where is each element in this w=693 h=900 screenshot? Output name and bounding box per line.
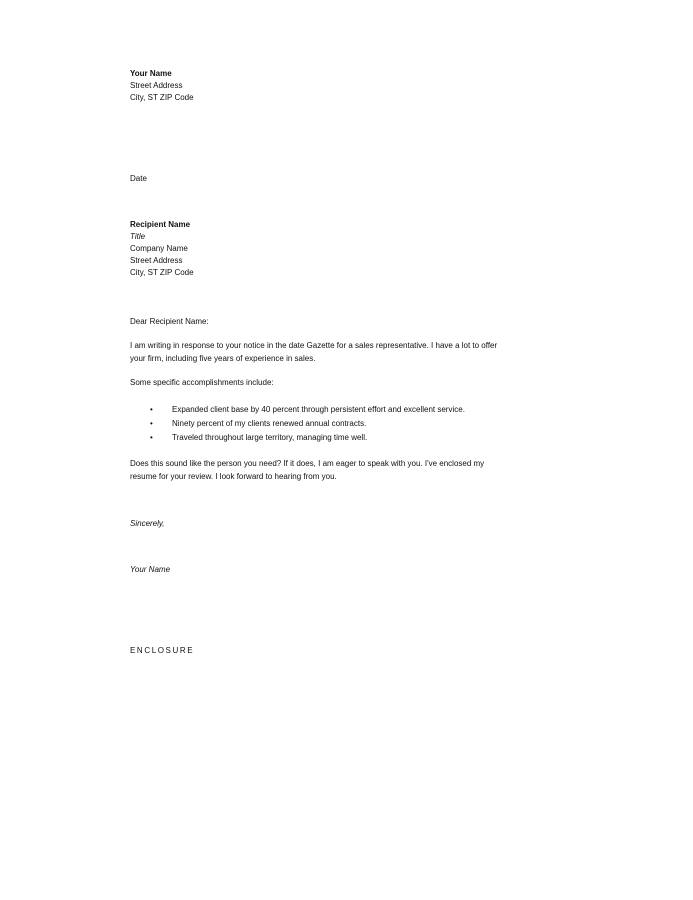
- sender-name: Your Name: [130, 69, 172, 78]
- body-paragraph-2: [130, 457, 570, 483]
- signature-name: Your Name: [130, 565, 171, 574]
- paragraph-1-line-2: your firm, including five years of experience in sales.: [130, 354, 316, 363]
- list-item: [130, 431, 570, 445]
- accomplishment-text: Traveled throughout large territory, managing time well.: [172, 433, 368, 442]
- accomplishments-list: [130, 403, 570, 445]
- sender-city: City, ST ZIP Code: [130, 93, 194, 102]
- accomplishments-intro: [130, 377, 570, 389]
- list-item: [130, 417, 570, 431]
- recipient-company: Company Name: [130, 244, 188, 253]
- letter-date: Date: [130, 174, 147, 183]
- date-block: [130, 173, 570, 185]
- recipient-title: Title: [130, 232, 146, 241]
- accomplishment-text: Expanded client base by 40 percent through persistent effort and excellent service.: [172, 405, 465, 414]
- enclosure: [130, 645, 570, 657]
- salutation: [130, 316, 570, 328]
- paragraph-2-line-2: resume for your review. I look forward to hearing from you.: [130, 472, 337, 481]
- accomplishment-text: Ninety percent of my clients renewed annual contracts.: [172, 419, 367, 428]
- bullet-icon: •: [150, 419, 153, 428]
- signature: [130, 564, 570, 576]
- list-item: [130, 403, 570, 417]
- paragraph-2-line-1: Does this sound like the person you need? If it does, I am eager to speak with you. I've enclosed my: [130, 459, 485, 468]
- closing-text: Sincerely,: [130, 519, 165, 528]
- body-paragraph-1: [130, 339, 570, 365]
- paragraph-1-line-1: I am writing in response to your notice in the date Gazette for a sales representative. I have a lot to offer: [130, 341, 498, 350]
- recipient-name: Recipient Name: [130, 220, 191, 229]
- bullet-icon: •: [150, 433, 153, 442]
- salutation-text: Dear Recipient Name:: [130, 317, 209, 326]
- recipient-street: Street Address: [130, 256, 183, 265]
- enclosure-label: ENCLOSURE: [130, 646, 195, 655]
- recipient-block: [130, 219, 570, 279]
- accomplishments-intro-text: Some specific accomplishments include:: [130, 378, 274, 387]
- sender-street: Street Address: [130, 81, 183, 90]
- recipient-city: City, ST ZIP Code: [130, 268, 194, 277]
- closing: [130, 518, 570, 530]
- sender-block: [130, 68, 570, 104]
- bullet-icon: •: [150, 405, 153, 414]
